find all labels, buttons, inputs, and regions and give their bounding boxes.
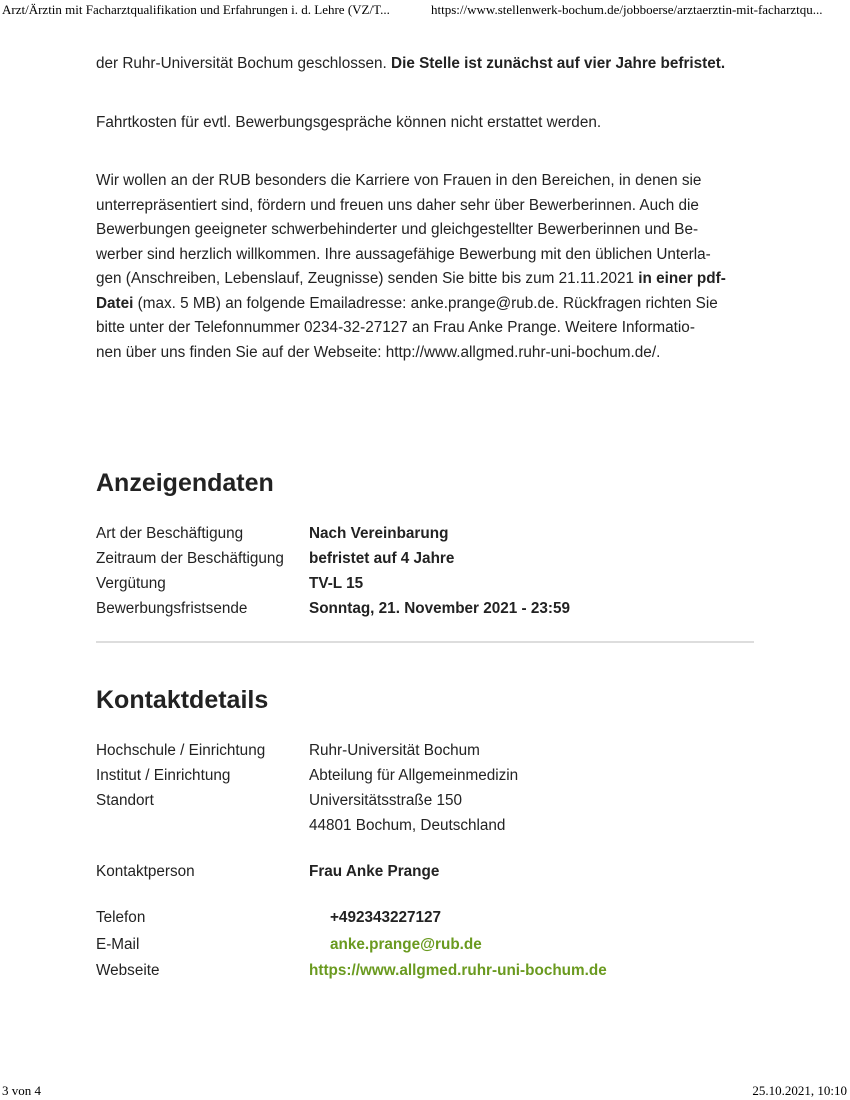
print-header-url: https://www.stellenwerk-bochum.de/jobboerse/arztaerztin-mit-facharztqu... [431,2,823,17]
contact-label: Kontaktperson [96,863,195,880]
paragraph-line: bitte unter der Telefonnummer 0234-32-27127 an Frau Anke Prange. Weitere Informatio- [96,319,695,336]
contact-label: Webseite [96,962,160,979]
contact-value: 44801 Bochum, Deutschland [309,817,506,834]
section-divider [96,641,754,643]
contact-value: Frau Anke Prange [309,863,440,880]
detail-label: Bewerbungsfristsende [96,600,248,617]
print-datetime: 25.10.2021, 10:10 [752,1083,847,1098]
paragraph-line: Wir wollen an der RUB besonders die Karriere von Frauen in den Bereichen, in denen sie [96,172,702,189]
contact-label: Hochschule / Einrichtung [96,742,266,759]
paragraph-bold-text: Datei [96,294,134,312]
contact-label: Telefon [96,909,146,926]
paragraph-line: unterrepräsentiert sind, fördern und freuen uns daher sehr über Bewerberinnen. Auch die [96,196,699,214]
paragraph-contract-info [96,52,766,77]
paragraph-line: (max. 5 MB) an folgende Emailadresse: anke.prange@rub.de. Rückfragen richten Sie [133,294,718,312]
detail-value: TV-L 15 [309,575,364,592]
paragraph-line: nen über uns finden Sie auf der Webseite: http://www.allgmed.ruhr-uni-bochum.de/. [96,343,661,361]
paragraph-line: gen (Anschreiben, Lebenslauf, Zeugnisse) senden Sie bitte bis zum 21.11.2021 [96,270,639,287]
detail-label: Zeitraum der Beschäftigung [96,550,284,567]
paragraph-line: werber sind herzlich willkommen. Ihre aussagefähige Bewerbung mit den üblichen Unterla- [96,245,711,263]
contact-value: Universitätsstraße 150 [309,792,463,809]
section-heading-kontaktdetails: Kontaktdetails [96,686,269,714]
page-number: 3 von 4 [2,1083,41,1098]
detail-label: Vergütung [96,575,166,592]
email-link[interactable]: anke.prange@rub.de [330,936,482,953]
detail-value: befristet auf 4 Jahre [309,550,455,567]
print-header-title: Arzt/Ärztin mit Facharztqualifikation und Erfahrungen i. d. Lehre (VZ/T... [2,2,390,17]
section-heading-anzeigendaten: Anzeigendaten [96,469,274,497]
print-footer [0,1083,850,1099]
telefon-value: +492343227127 [330,909,442,926]
print-header [0,2,850,18]
contact-value: Ruhr-Universität Bochum [309,742,480,759]
paragraph-text: der Ruhr-Universität Bochum geschlossen. [96,55,392,72]
detail-value: Sonntag, 21. November 2021 - 23:59 [309,600,571,617]
paragraph-bold-text: Die Stelle ist zunächst auf vier Jahre befristet. [391,55,726,72]
contact-label: Standort [96,792,154,809]
contact-value: Abteilung für Allgemeinmedizin [309,767,519,784]
paragraph-application-info [96,169,761,365]
paragraph-travel-costs: Fahrtkosten für evtl. Bewerbungsgespräche können nicht erstattet werden. [96,114,602,131]
website-link[interactable]: https://www.allgmed.ruhr-uni-bochum.de [309,962,607,979]
paragraph-bold-text: in einer pdf- [638,270,726,287]
detail-label: Art der Beschäftigung [96,525,244,542]
contact-label: E-Mail [96,936,140,953]
detail-value: Nach Vereinbarung [309,525,449,542]
paragraph-line: Bewerbungen geeigneter schwerbehinderter und gleichgestellter Bewerberinnen und Be- [96,221,699,238]
contact-label: Institut / Einrichtung [96,767,231,784]
